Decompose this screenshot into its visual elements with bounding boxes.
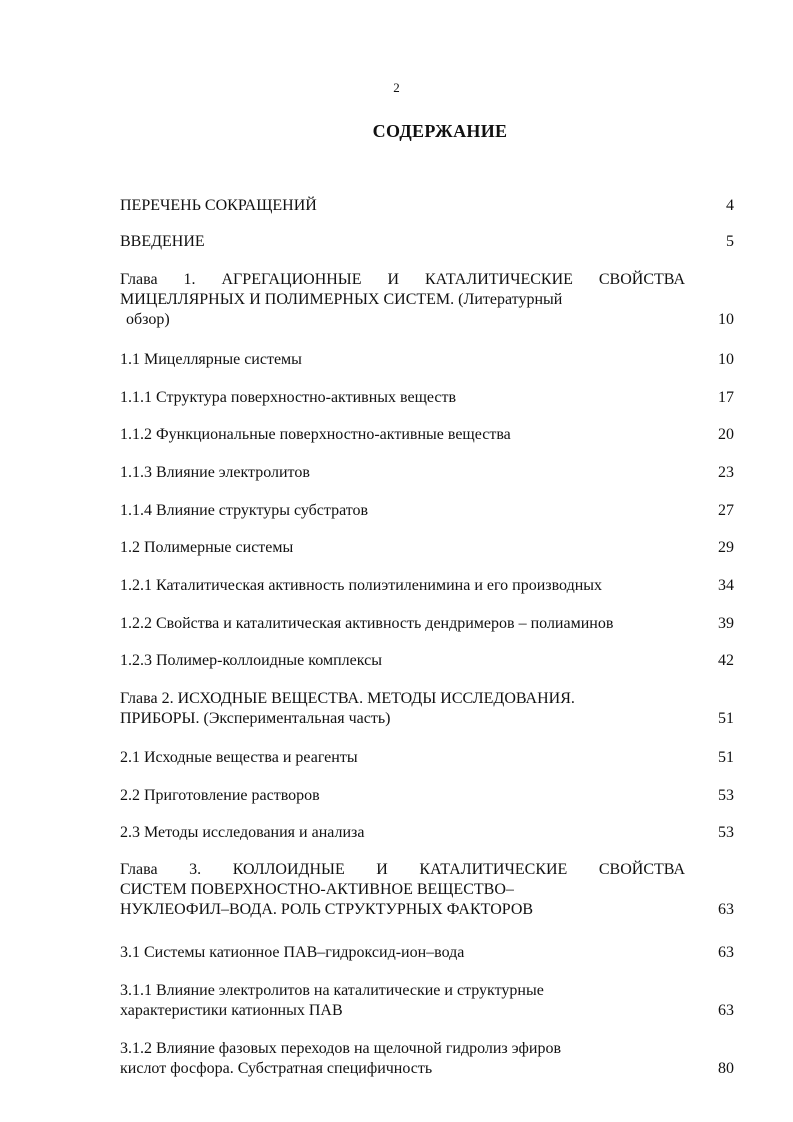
toc-entry-page: 63 xyxy=(718,944,734,961)
toc-entry[interactable] xyxy=(120,538,737,558)
toc-entry-title-line: 3.1.1 Влияние электролитов на каталитические и структурные xyxy=(120,982,544,999)
toc-entry-title-line: 2.3 Методы исследования и анализа xyxy=(120,824,365,841)
toc-entry-page: 27 xyxy=(718,502,734,519)
toc-entry-page: 42 xyxy=(718,652,734,669)
toc-entry-title-line: 3.1.2 Влияние фазовых переходов на щелочной гидролиз эфиров xyxy=(120,1040,561,1057)
toc-entry-page: 63 xyxy=(718,1002,734,1019)
toc-entry[interactable] xyxy=(120,614,737,634)
toc-entry[interactable] xyxy=(120,651,737,671)
toc-entry-page: 51 xyxy=(718,749,734,766)
toc-entry-title-line: 1.1.2 Функциональные поверхностно-активные вещества xyxy=(120,426,511,443)
toc-entry-title-line: 3.1 Системы катионное ПАВ–гидроксид-ион–вода xyxy=(120,944,465,961)
toc-entry-title-line: СИСТЕМ ПОВЕРХНОСТНО-АКТИВНОЕ ВЕЩЕСТВО– xyxy=(120,881,514,898)
toc-entry-page: 29 xyxy=(718,539,734,556)
toc-entry-page: 5 xyxy=(726,233,734,250)
toc-entry-page: 53 xyxy=(718,824,734,841)
toc-entry[interactable] xyxy=(120,350,737,370)
toc-entry-title-line: 1.1.1 Структура поверхностно-активных веществ xyxy=(120,389,457,406)
toc-entry-title-line: ПЕРЕЧЕНЬ СОКРАЩЕНИЙ xyxy=(120,197,317,214)
toc-entry-title-line: ПРИБОРЫ. (Экспериментальная часть) xyxy=(120,710,391,727)
toc-entry-title-line: 1.2.3 Полимер-коллоидные комплексы xyxy=(120,652,382,669)
toc-entry-title-line: Глава 3. КОЛЛОИДНЫЕ И КАТАЛИТИЧЕСКИЕ СВОЙСТВА xyxy=(120,861,685,878)
toc-entry-title-line: ВВЕДЕНИЕ xyxy=(120,233,205,250)
toc-entry-page: 4 xyxy=(726,197,734,214)
toc-entry[interactable] xyxy=(120,388,737,408)
toc-entry[interactable] xyxy=(120,786,737,806)
page-title: СОДЕРЖАНИЕ xyxy=(372,121,508,141)
toc-entry-title-line: характеристики катионных ПАВ xyxy=(120,1002,343,1019)
toc-entry-page: 23 xyxy=(718,464,734,481)
toc-entry[interactable] xyxy=(120,501,737,521)
toc-entry-page: 20 xyxy=(718,426,734,443)
toc-entry-page: 53 xyxy=(718,787,734,804)
toc-entry[interactable] xyxy=(120,943,737,963)
toc-entry[interactable] xyxy=(120,860,737,920)
toc-entry-page: 51 xyxy=(718,710,734,727)
toc-entry[interactable] xyxy=(120,463,737,483)
toc-entry-title-line: обзор) xyxy=(126,311,170,328)
toc-entry[interactable] xyxy=(120,425,737,445)
toc-entry-title-line: Глава 2. ИСХОДНЫЕ ВЕЩЕСТВА. МЕТОДЫ ИССЛЕДОВАНИЯ. xyxy=(120,690,575,707)
toc-entry-page: 63 xyxy=(718,901,734,918)
toc-entry-page: 80 xyxy=(718,1060,734,1077)
toc-entry-page: 34 xyxy=(718,577,734,594)
toc-entry-page: 17 xyxy=(718,389,734,406)
toc-entry-title-line: 1.2.1 Каталитическая активность полиэтиленимина и его производных xyxy=(120,577,603,594)
toc-entry[interactable] xyxy=(120,1039,737,1079)
toc-entry[interactable] xyxy=(120,576,737,596)
toc-entry[interactable] xyxy=(120,270,737,330)
toc-entry-title-line: 1.1.3 Влияние электролитов xyxy=(120,464,310,481)
toc-entry[interactable] xyxy=(120,232,737,252)
toc-entry[interactable] xyxy=(120,689,737,729)
toc-entry-page: 39 xyxy=(718,615,734,632)
toc-entry[interactable] xyxy=(120,748,737,768)
toc-entry-page: 10 xyxy=(718,311,734,328)
toc-entry-title-line: 1.1 Мицеллярные системы xyxy=(120,351,302,368)
toc-entry-title-line: МИЦЕЛЛЯРНЫХ И ПОЛИМЕРНЫХ СИСТЕМ. (Литературный xyxy=(120,291,563,308)
toc-entry-title-line: НУКЛЕОФИЛ–ВОДА. РОЛЬ СТРУКТУРНЫХ ФАКТОРОВ xyxy=(120,901,534,918)
toc-entry[interactable] xyxy=(120,823,737,843)
toc-entry-title-line: 1.2.2 Свойства и каталитическая активность дендримеров – полиаминов xyxy=(120,615,614,632)
toc-entry-title-line: Глава 1. АГРЕГАЦИОННЫЕ И КАТАЛИТИЧЕСКИЕ СВОЙСТВА xyxy=(120,271,685,288)
toc-entry[interactable] xyxy=(120,196,737,216)
toc-entry-title-line: 1.2 Полимерные системы xyxy=(120,539,294,556)
toc-entry-title-line: кислот фосфора. Субстратная специфичность xyxy=(120,1060,433,1077)
toc-entry-title-line: 1.1.4 Влияние структуры субстратов xyxy=(120,502,369,519)
toc-entry-page: 10 xyxy=(718,351,734,368)
toc-entry-title-line: 2.2 Приготовление растворов xyxy=(120,787,320,804)
toc-entry[interactable] xyxy=(120,981,737,1021)
page-number: 2 xyxy=(393,80,400,95)
toc-entry-title-line: 2.1 Исходные вещества и реагенты xyxy=(120,749,358,766)
